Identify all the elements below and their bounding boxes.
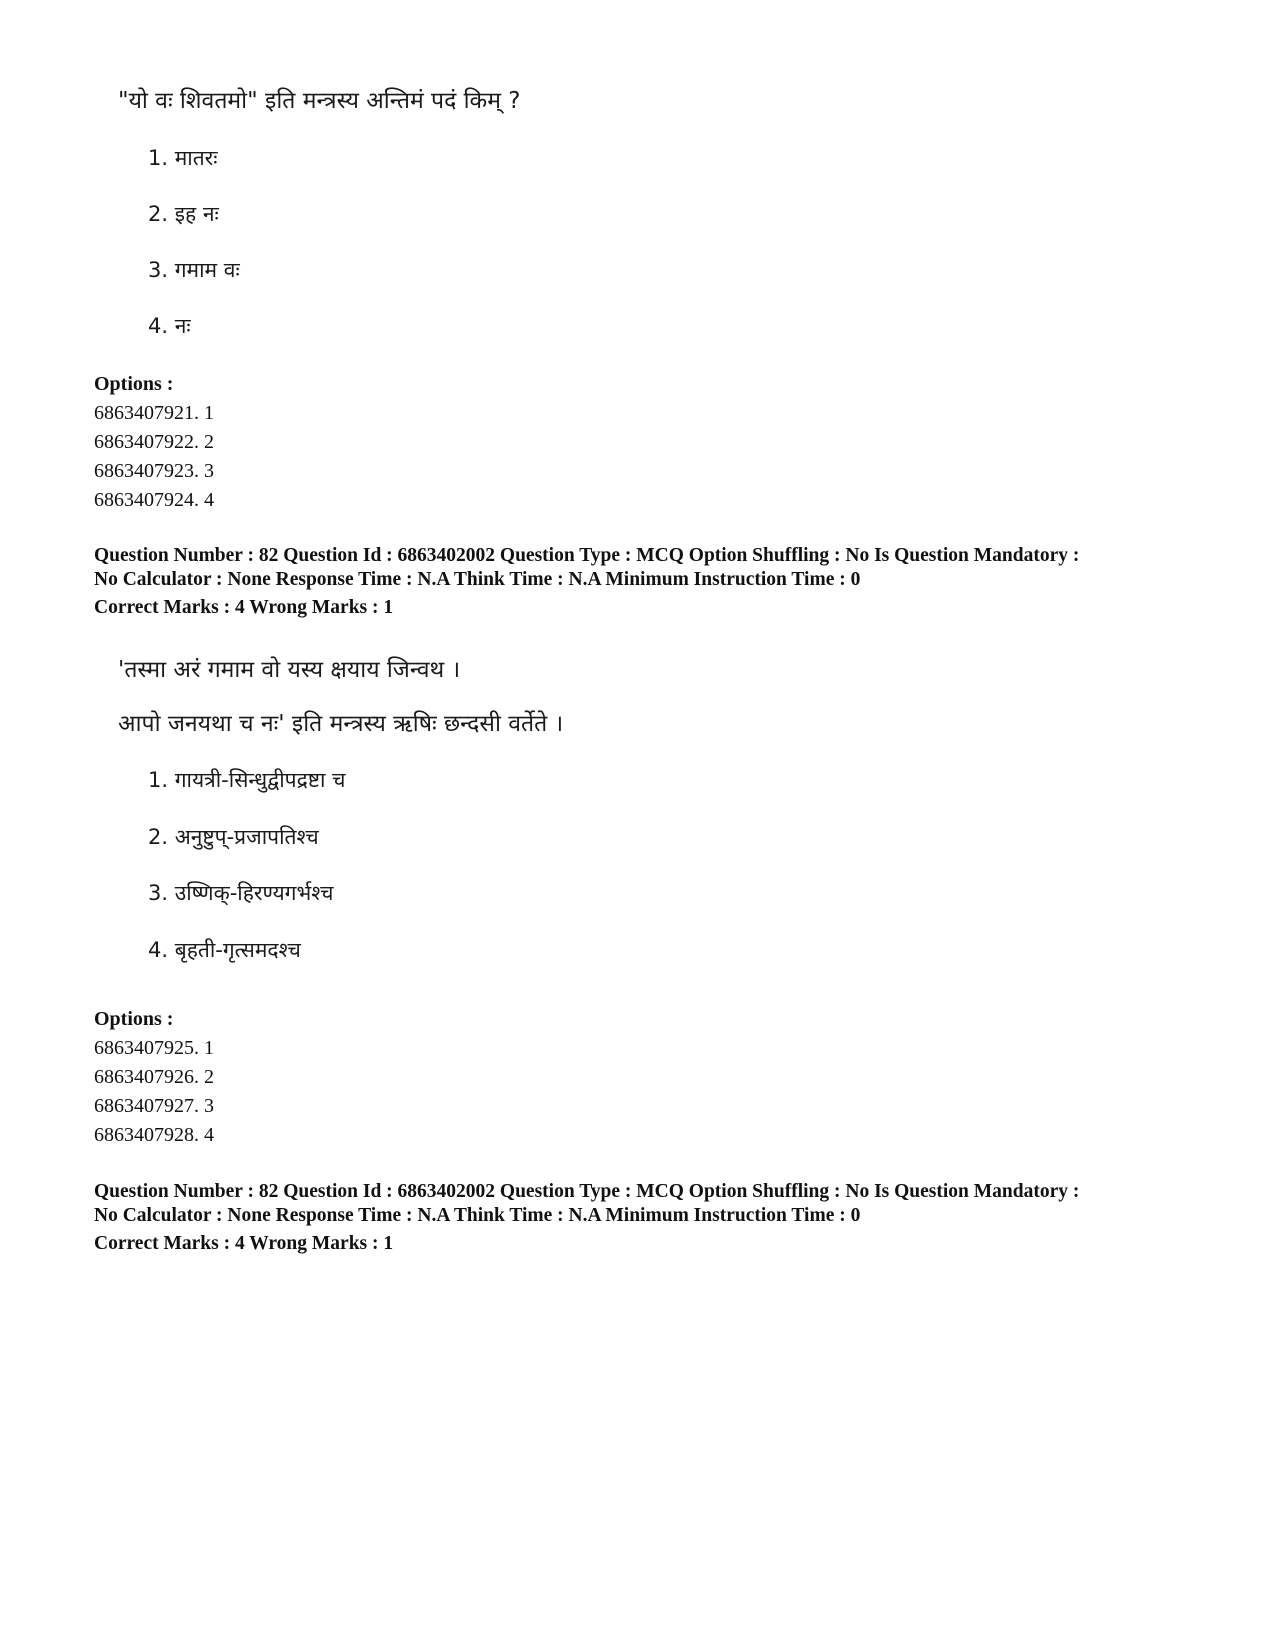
question-1-line-1: "यो वः शिवतमो" इति मन्त्रस्य अन्तिमं पदं किम् ?	[118, 88, 521, 114]
question-2-choice-2: 2. अनुष्टुप्-प्रजापतिश्च	[148, 825, 319, 849]
option-row: 6863407926. 2	[94, 1066, 214, 1088]
option-row: 6863407924. 4	[94, 489, 214, 511]
question-meta-line-1: Question Number : 82 Question Id : 6863402002 Question Type : MCQ Option Shuffling : No Is Question Mandatory :	[94, 545, 1080, 566]
question-2-meta	[94, 544, 1194, 620]
question-2-text	[94, 655, 1194, 739]
question-3-meta	[94, 1180, 1194, 1256]
option-row: 6863407922. 2	[94, 431, 214, 453]
option-row: 6863407925. 1	[94, 1037, 214, 1059]
question-meta-line-1: Question Number : 82 Question Id : 6863402002 Question Type : MCQ Option Shuffling : No Is Question Mandatory :	[94, 1181, 1080, 1202]
question-1-options	[94, 370, 1194, 515]
question-1-text	[94, 86, 1194, 116]
options-label: Options :	[94, 373, 174, 395]
question-2-line-2: आपो जनयथा च नः' इति मन्त्रस्य ऋषिः छन्दसी वर्तेते ।	[118, 711, 564, 737]
question-1-choice-1: 1. मातरः	[148, 146, 218, 170]
options-label: Options :	[94, 1008, 174, 1030]
question-2-choice-4: 4. बृहती-गृत्समदश्च	[148, 938, 301, 962]
question-meta-line-2: No Calculator : None Response Time : N.A Think Time : N.A Minimum Instruction Time : 0	[94, 569, 861, 590]
question-1-choice-4: 4. नः	[148, 314, 191, 338]
option-row: 6863407921. 1	[94, 402, 214, 424]
question-2-choice-3: 3. उष्णिक्-हिरण्यगर्भश्च	[148, 881, 334, 905]
question-1-choice-2: 2. इह नः	[148, 202, 219, 226]
question-2-choice-1: 1. गायत्री-सिन्धुद्वीपद्रष्टा च	[148, 768, 346, 792]
option-row: 6863407923. 3	[94, 460, 214, 482]
question-marks: Correct Marks : 4 Wrong Marks : 1	[94, 597, 394, 618]
question-marks: Correct Marks : 4 Wrong Marks : 1	[94, 1233, 394, 1254]
question-meta-line-2: No Calculator : None Response Time : N.A Think Time : N.A Minimum Instruction Time : 0	[94, 1205, 861, 1226]
option-row: 6863407927. 3	[94, 1095, 214, 1117]
question-2-line-1: 'तस्मा अरं गमाम वो यस्य क्षयाय जिन्वथ ।	[118, 657, 461, 683]
option-row: 6863407928. 4	[94, 1124, 214, 1146]
question-2-options	[94, 1005, 1194, 1150]
question-1-choice-3: 3. गमाम वः	[148, 258, 240, 282]
